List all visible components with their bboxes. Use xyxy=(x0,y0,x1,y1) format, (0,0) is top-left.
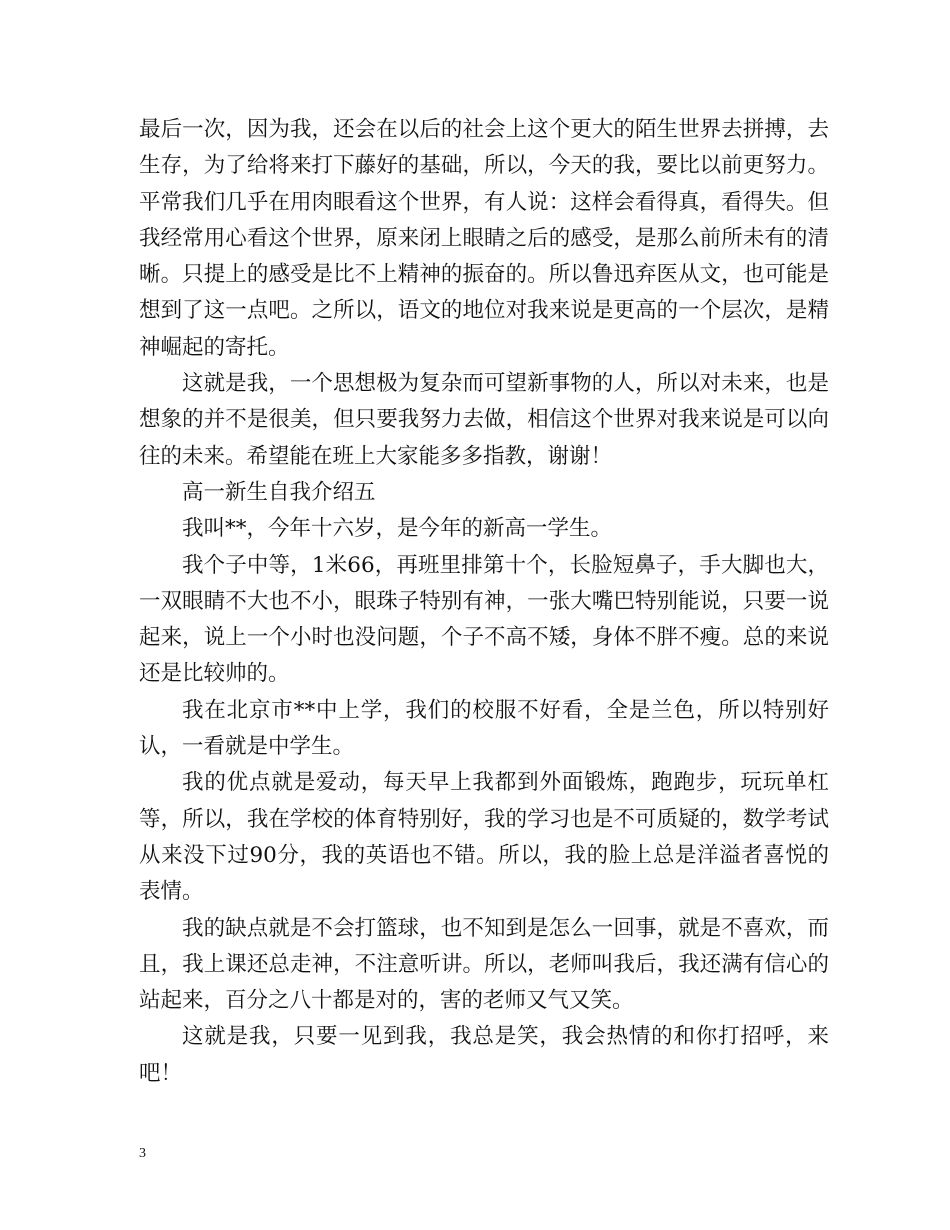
paragraph-8: 我的缺点就是不会打篮球，也不知到是怎么一回事，就是不喜欢，而且，我上课还总走神，不注意听讲。所以，老师叫我后，我还满有信心的站起来，百分之八十都是对的，害的老师又气又笑。 xyxy=(139,915,829,1014)
paragraph-5: 我个子中等，1米66，再班里排第十个，长脸短鼻子，手大脚也大，一双眼睛不大也不小，眼珠子特别有神，一张大嘴巴特别能说，只要一说起来，说上一个小时也没问题，个子不高不矮，身体不胖不瘦。总的来说还是比较帅的。 xyxy=(139,552,829,687)
paragraph-4: 我叫**，今年十六岁，是今年的新高一学生。 xyxy=(182,516,613,542)
paragraph-6: 我在北京市**中上学，我们的校服不好看，全是兰色，所以特别好认，一看就是中学生。 xyxy=(139,697,829,760)
page-number: 3 xyxy=(139,1146,146,1161)
section-heading: 高一新生自我介绍五 xyxy=(182,479,376,505)
document-body xyxy=(139,112,829,1092)
paragraph-2: 这就是我，一个思想极为复杂而可望新事物的人，所以对未来，也是想象的并不是很美，但只要我努力去做，相信这个世界对我来说是可以向往的未来。希望能在班上大家能多多指教，谢谢！ xyxy=(139,371,829,469)
paragraph-1: 最后一次，因为我，还会在以后的社会上这个更大的陌生世界去拼搏，去生存，为了给将来打下藤好的基础，所以，今天的我，要比以前更努力。平常我们几乎在用肉眼看这个世界，有人说：这样会看得真，看得失。但我经常用心看这个世界，原来闭上眼睛之后的感受，是那么前所未有的清晰。只提上的感受是比不上精神的振奋的。所以鲁迅弃医从文，也可能是想到了这一点吧。之所以，语文的地位对我来说是更高的一个层次，是精神崛起的寄托。 xyxy=(139,117,829,360)
paragraph-9: 这就是我，只要一见到我，我总是笑，我会热情的和你打招呼，来吧！ xyxy=(139,1024,829,1086)
paragraph-7: 我的优点就是爱动，每天早上我都到外面锻炼，跑跑步，玩玩单杠等，所以，我在学校的体育特别好，我的学习也是不可质疑的，数学考试从来没下过90分，我的英语也不错。所以，我的脸上总是洋溢者喜悦的表情。 xyxy=(139,770,829,905)
